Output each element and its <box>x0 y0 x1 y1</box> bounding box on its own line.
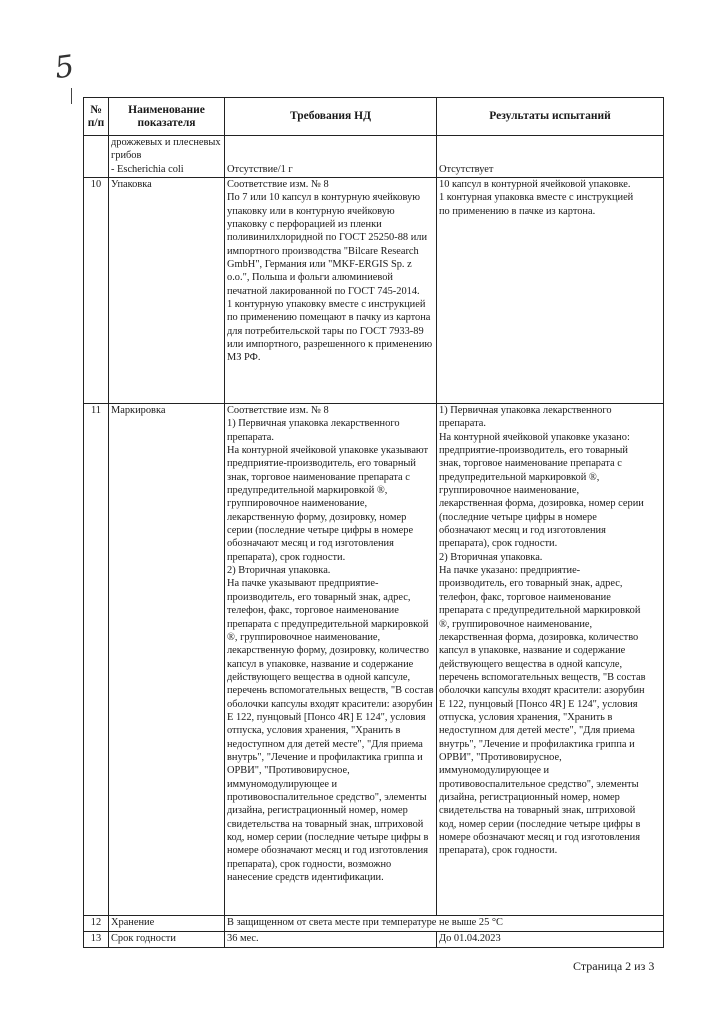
handwritten-page-mark: 5 <box>52 48 77 87</box>
header-requirements: Требования НД <box>225 98 437 136</box>
row-requirements: Соответствие изм. № 8 1) Первичная упаковка лекарственного препарата. На контурной ячейковой упаковке указывают предприятие-производитель, его товарный знак, торговое наименование препарата с предупредительной маркировкой ®, группировочное наименование, лекарственную форму, дозировку, номер серии (последние четыре цифры в номере обозначают месяц и год изготовления препарата), срок годности. 2) Вторичная упаковка. На пачке указывают предприятие- производитель, его товарный знак, адрес, телефон, факс, торговое наименование препарата с предупредительной маркировкой ®, группировочное наименование, лекарственную форму, дозировку, количество капсул в упаковке, название и содержание действующего вещества в одной капсуле, перечень вспомогательных веществ, "В состав оболочки капсулы входят красители: азорубин Е 122, пунцовый [Понсо 4R] Е 124", условия отпуска, условия хранения, "Хранить в недоступном для детей месте", "Для приема внутрь", "Лечение и профилактика гриппа и ОРВИ", "Противовирусное, иммуномодулирующее и противовоспалительное средство", элементы дизайна, регистрационный номер, номер свидетельства на товарный знак, штриховой код, номер серии (последние четыре цифры в номере обозначают месяц и год изготовления препарата), срок годности, возможно нанесение средств идентификации. <box>225 404 437 916</box>
row-results: 1) Первичная упаковка лекарственного препарата. На контурной ячейковой упаковке указано: предприятие-производитель, его товарный знак, торговое наименование препарата с предупредительной маркировкой ®, группировочное наименование, лекарственная форма, дозировка, номер серии (последние четыре цифры в номере обозначают месяц и год изготовления препарата), срок годности. 2) Вторичная упаковка. На пачке указано: предприятие- производитель, его товарный знак, адрес, телефон, факс, торговое наименование препарата с предупредительной маркировкой ®, группировочное наименование, лекарственная форма, дозировка, количество капсул в упаковке, название и содержание действующего вещества в одной капсуле, перечень вспомогательных веществ, "В состав оболочки капсулы входят красители: азорубин Е 122, пунцовый [Понсо 4R] Е 124", условия отпуска, условия хранения, "Хранить в недоступном для детей месте", "Для приема внутрь", "Лечение и профилактика гриппа и ОРВИ", "Противовирусное, иммуномодулирующее и противовоспалительное средство", элементы дизайна, регистрационный номер, номер свидетельства на товарный знак, штриховой код, номер серии (последние четыре цифры в номере обозначают месяц и год изготовления препарата), срок годности. <box>437 404 664 916</box>
row-results: До 01.04.2023 <box>437 932 664 948</box>
row-name: Хранение <box>109 916 225 932</box>
row-num: 11 <box>84 404 109 916</box>
row-requirements: Отсутствие/1 г <box>225 136 437 178</box>
row-results: 10 капсул в контурной ячейковой упаковке. 1 контурная упаковка вместе с инструкцией по применению в пачке из картона. <box>437 178 664 404</box>
table-row <box>84 178 664 404</box>
header-name: Наименование показателя <box>109 98 225 136</box>
specification-table <box>83 97 664 948</box>
table-row <box>84 932 664 948</box>
row-num: 12 <box>84 916 109 932</box>
row-results: Отсутствует <box>437 136 664 178</box>
page-number: Страница 2 из 3 <box>573 959 655 973</box>
row-name: Упаковка <box>109 178 225 404</box>
row-name: дрожжевых и плесневых грибов - Escherichia coli <box>109 136 225 178</box>
row-merged-value: В защищенном от света месте при температуре не выше 25 °С <box>225 916 664 932</box>
header-results: Результаты испытаний <box>437 98 664 136</box>
table-header-row <box>84 98 664 136</box>
row-requirements: Соответствие изм. № 8 По 7 или 10 капсул в контурную ячейковую упаковку или в контурную ячейковую упаковку с перфорацией из пленки поливинилхлоридной по ГОСТ 25250-88 или импортного производства "Bilcare Research GmbH", Германия или "MKF-ERGIS Sp. z o.o.", Польша и фольги алюминиевой печатной лакированной по ГОСТ 745-2014. 1 контурную упаковку вместе с инструкцией по применению помещают в пачку из картона для потребительской тары по ГОСТ 7933-89 или импортного, разрешенного к применению МЗ РФ. <box>225 178 437 404</box>
row-num <box>84 136 109 178</box>
header-num: № п/п <box>84 98 109 136</box>
row-name: Срок годности <box>109 932 225 948</box>
row-num: 13 <box>84 932 109 948</box>
table-row <box>84 916 664 932</box>
row-requirements: 36 мес. <box>225 932 437 948</box>
table-row <box>84 136 664 178</box>
table-row <box>84 404 664 916</box>
row-num: 10 <box>84 178 109 404</box>
margin-mark <box>71 88 72 104</box>
row-name: Маркировка <box>109 404 225 916</box>
